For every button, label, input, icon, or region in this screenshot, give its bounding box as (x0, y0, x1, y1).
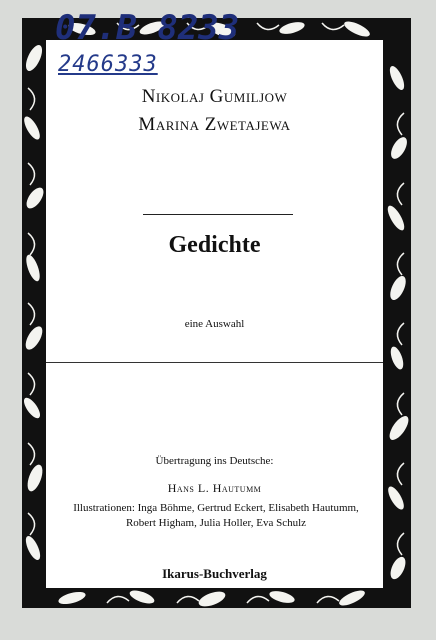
translation-label: Übertragung ins Deutsche: (155, 455, 274, 467)
subtitle: eine Auswahl (184, 318, 245, 330)
book-title: Gedichte (168, 232, 261, 258)
section-divider (46, 362, 383, 363)
author-1: Nikolaj Gumiljow (141, 86, 288, 107)
translator-name: Hans L. Hautumm (167, 481, 262, 495)
illustrators-credit: Illustrationen: Inga Böhme, Gertrud Eckert, Elisabeth Hautumm, Robert Higham, Julia Holler, Eva Schulz (73, 502, 359, 529)
handwritten-shelfmark: 07.B 8233 (55, 8, 240, 48)
publisher: Ikarus-Buchverlag (162, 566, 267, 581)
handwritten-number: 2466333 (58, 52, 158, 77)
author-2: Marina Zwetajewa (138, 114, 291, 135)
title-rule (143, 214, 293, 215)
